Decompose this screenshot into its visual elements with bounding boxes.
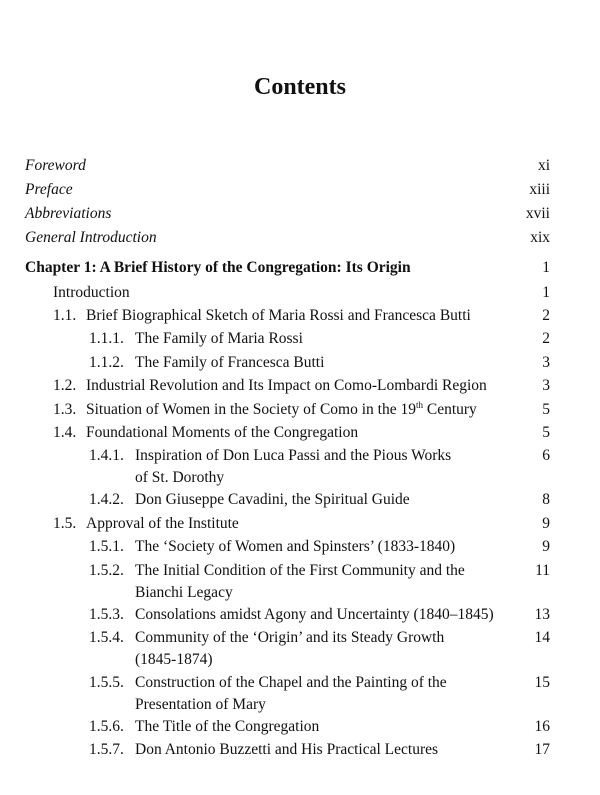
entry-label-part: Century	[422, 401, 477, 418]
entry-page: 9	[542, 538, 550, 555]
entry-label-continued: Bianchi Legacy	[135, 584, 233, 601]
entry-label	[86, 400, 477, 419]
entry-page: 5	[542, 401, 550, 418]
entry-label: Consolations amidst Agony and Uncertainty (1840–1845)	[135, 606, 494, 623]
entry-label: The Family of Maria Rossi	[135, 330, 303, 347]
entry-label: Construction of the Chapel and the Painting of the	[135, 674, 447, 691]
entry-number: 1.1.	[53, 307, 77, 324]
entry-number: 1.5.1.	[89, 538, 124, 555]
entry-number: 1.5.	[53, 515, 77, 532]
entry-page: xix	[530, 229, 550, 246]
entry-page: 11	[535, 562, 550, 579]
entry-label: Inspiration of Don Luca Passi and the Pious Works	[135, 447, 452, 464]
chapter-label: Chapter 1: A Brief History of the Congregation: Its Origin	[25, 259, 411, 276]
entry-page: 8	[542, 491, 550, 508]
entry-page: 6	[542, 447, 550, 464]
entry-number: 1.5.3.	[89, 606, 124, 623]
entry-page: xvii	[525, 205, 550, 222]
entry-label: Foundational Moments of the Congregation	[86, 424, 359, 441]
entry-page: 9	[542, 515, 550, 532]
entry-label-continued: Presentation of Mary	[135, 696, 266, 713]
entry-label-continued: (1845-1874)	[135, 651, 213, 668]
entry-label: Don Giuseppe Cavadini, the Spiritual Guide	[135, 491, 410, 508]
entry-label: The Family of Francesca Butti	[135, 354, 325, 371]
entry-number: 1.5.7.	[89, 741, 124, 758]
entry-page: 2	[542, 330, 550, 347]
chapter-page: 1	[542, 259, 550, 276]
entry-label: Community of the ‘Origin’ and its Steady Growth	[135, 629, 445, 646]
entry-label: Abbreviations	[25, 205, 112, 222]
entry-page: 14	[534, 629, 550, 646]
entry-page: 5	[542, 424, 550, 441]
entry-page: xi	[537, 157, 550, 174]
entry-page: 3	[542, 354, 550, 371]
entry-page: 3	[542, 377, 550, 394]
entry-label: Introduction	[53, 284, 130, 301]
entry-label: Brief Biographical Sketch of Maria Rossi and Francesca Butti	[86, 307, 471, 324]
entry-number: 1.1.2.	[89, 354, 124, 371]
entry-label: The ‘Society of Women and Spinsters’ (1833-1840)	[135, 538, 456, 555]
entry-label: Approval of the Institute	[86, 515, 239, 532]
entry-label: Foreword	[25, 157, 86, 174]
entry-number: 1.2.	[53, 377, 77, 394]
entry-label-part: Situation of Women in the Society of Como in the 19	[86, 401, 416, 418]
entry-page: 1	[542, 284, 550, 301]
entry-page: 17	[534, 741, 550, 758]
entry-number: 1.4.2.	[89, 491, 124, 508]
entry-number: 1.5.5.	[89, 674, 124, 691]
entry-page: 16	[534, 718, 550, 735]
entry-number: 1.3.	[53, 401, 77, 418]
entry-label: The Initial Condition of the First Community and the	[135, 562, 465, 579]
entry-page: 15	[534, 674, 550, 691]
entry-number: 1.5.6.	[89, 718, 124, 735]
entry-number: 1.5.2.	[89, 562, 124, 579]
entry-number: 1.5.4.	[89, 629, 124, 646]
page-title: Contents	[253, 74, 346, 100]
entry-page: xiii	[529, 181, 550, 198]
entry-page: 2	[542, 307, 550, 324]
entry-number: 1.4.	[53, 424, 77, 441]
superscript: th	[415, 399, 423, 410]
entry-number: 1.1.1.	[89, 330, 124, 347]
entry-label: Don Antonio Buzzetti and His Practical Lectures	[135, 741, 439, 758]
entry-label: General Introduction	[25, 229, 157, 246]
entry-label-continued: of St. Dorothy	[135, 469, 225, 486]
entry-label: The Title of the Congregation	[135, 718, 320, 735]
entry-label: Preface	[25, 181, 73, 198]
entry-number: 1.4.1.	[89, 447, 124, 464]
entry-page: 13	[534, 606, 550, 623]
entry-label: Industrial Revolution and Its Impact on Como-Lombardi Region	[86, 377, 487, 394]
